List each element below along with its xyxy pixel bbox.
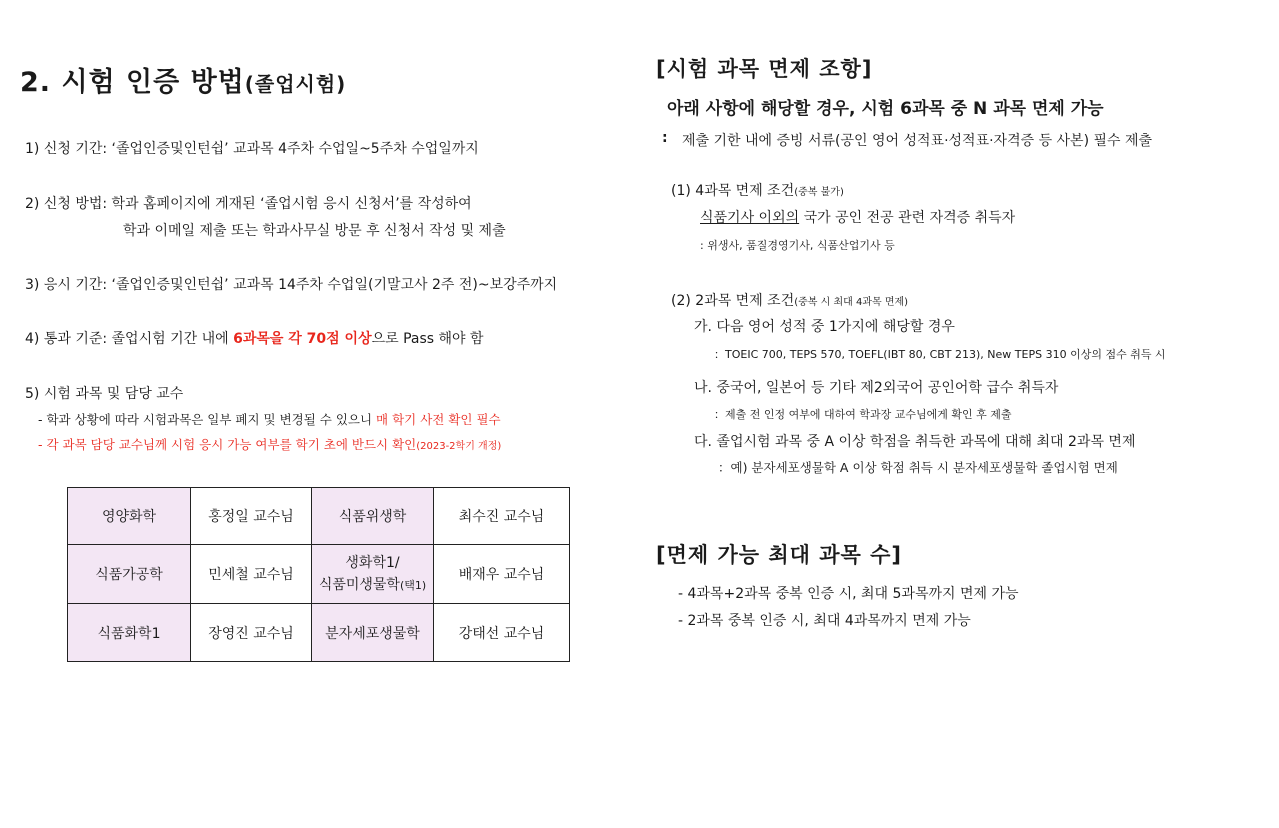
- subjects-note-2-revision: (2023-2학기 개정): [416, 441, 502, 452]
- table-row: [68, 545, 570, 604]
- subjects-note-1-text: - 학과 상황에 따라 시험과목은 일부 폐지 및 변경될 수 있으니: [38, 412, 377, 427]
- subject-cell-line1: 생화학1/: [345, 554, 400, 571]
- professor-cell: 민세철 교수님: [191, 545, 312, 604]
- condition-2b-note: ：제출 전 인정 여부에 대하여 학과장 교수님에게 확인 후 제출: [714, 408, 1012, 421]
- subject-cell: [312, 545, 434, 604]
- condition-4-desc: [700, 207, 1015, 227]
- condition-2a-scores: ：TOEIC 700, TEPS 570, TOEFL(IBT 80, CBT 213), New TEPS 310 이상의 점수 취득 시: [714, 348, 1166, 361]
- condition-2c-example: ：예) 분자세포생물학 A 이상 학점 취득 시 분자세포생물학 졸업시험 면제: [718, 460, 1118, 475]
- exemption-section-title: [시험 과목 면제 조항]: [656, 57, 873, 81]
- professor-cell: 최수진 교수님: [434, 488, 570, 545]
- exemption-colon: :: [662, 130, 668, 146]
- page-title: [20, 60, 346, 99]
- subjects-note-1: [38, 410, 501, 428]
- subject-cell-line2: 식품미생물학: [318, 576, 400, 593]
- subject-cell-choice: (택1): [399, 578, 427, 592]
- subjects-note-1-highlight: 매 학기 사전 확인 필수: [376, 412, 501, 427]
- condition-4-title-text: (1) 4과목 면제 조건: [671, 183, 795, 199]
- subject-cell: 식품가공학: [68, 545, 191, 604]
- table-row: [68, 488, 570, 545]
- professor-cell: 강태선 교수님: [434, 604, 570, 662]
- pass-criteria-highlight: 6과목을 각 70점 이상: [233, 331, 372, 347]
- subject-professor-table: [67, 487, 570, 662]
- exemption-requirement: 제출 기한 내에 증빙 서류(공인 영어 성적표·성적표·자격증 등 사본) 필수 제출: [682, 133, 1153, 149]
- condition-2a: 가. 다음 영어 성적 중 1가지에 해당할 경우: [694, 319, 955, 335]
- professor-cell: 홍정일 교수님: [191, 488, 312, 545]
- max-exemption-2: - 2과목 중복 인증 시, 최대 4과목까지 면제 가능: [678, 613, 971, 629]
- subjects-title: 5) 시험 과목 및 담당 교수: [25, 386, 184, 402]
- pass-criteria-pre: 4) 통과 기준: 졸업시험 기간 내에: [25, 331, 234, 347]
- condition-2b: 나. 중국어, 일본어 등 기타 제2외국어 공인어학 급수 취득자: [694, 380, 1059, 396]
- subjects-note-2-text: - 각 과목 담당 교수님께 시험 응시 가능 여부를 학기 초에 반드시 확인: [38, 437, 417, 452]
- apply-method-line2: 학과 이메일 제출 또는 학과사무실 방문 후 신청서 작성 및 제출: [123, 223, 506, 239]
- condition-4-examples: : 위생사, 품질경영기사, 식품산업기사 등: [700, 239, 895, 252]
- subject-cell: 식품화학1: [68, 604, 191, 662]
- exemption-subtitle: 아래 사항에 해당할 경우, 시험 6과목 중 N 과목 면제 가능: [667, 99, 1104, 119]
- subject-cell: 영양화학: [68, 488, 191, 545]
- condition-2-title-note: (중복 시 최대 4과목 면제): [794, 297, 909, 308]
- professor-cell: 배재우 교수님: [434, 545, 570, 604]
- apply-period: 1) 신청 기간: ‘졸업인증및인턴쉽’ 교과목 4주차 수업일~5주차 수업일까지: [25, 141, 479, 157]
- max-exemption-1: - 4과목+2과목 중복 인증 시, 최대 5과목까지 면제 가능: [678, 586, 1019, 602]
- professor-cell: 장영진 교수님: [191, 604, 312, 662]
- condition-2-title-text: (2) 2과목 면제 조건: [671, 293, 795, 309]
- subject-cell: 식품위생학: [312, 488, 434, 545]
- max-exemption-title: [면제 가능 최대 과목 수]: [656, 543, 903, 567]
- condition-4-desc-underlined: 식품기사 이외의: [700, 210, 800, 226]
- condition-2c: 다. 졸업시험 과목 중 A 이상 학점을 취득한 과목에 대해 최대 2과목 면제: [694, 434, 1136, 450]
- subject-cell: 분자세포생물학: [312, 604, 434, 662]
- exam-period: 3) 응시 기간: ‘졸업인증및인턴쉽’ 교과목 14주차 수업일(기말고사 2주 전)~보강주까지: [25, 277, 558, 293]
- page-title-main: 2. 시험 인증 방법: [20, 67, 245, 98]
- condition-4-title: [671, 180, 844, 200]
- subjects-note-2: [38, 435, 501, 453]
- condition-4-desc-rest: 국가 공인 전공 관련 자격증 취득자: [799, 210, 1016, 226]
- pass-criteria: [25, 328, 484, 348]
- page-title-suffix: (졸업시험): [244, 72, 347, 96]
- condition-4-title-note: (중복 불가): [794, 187, 844, 198]
- condition-2-title: [671, 290, 908, 310]
- apply-method-line1: 2) 신청 방법: 학과 홈페이지에 게재된 ‘졸업시험 응시 신청서’를 작성하여: [25, 196, 472, 212]
- table-row: [68, 604, 570, 662]
- pass-criteria-post: 으로 Pass 해야 함: [371, 331, 484, 347]
